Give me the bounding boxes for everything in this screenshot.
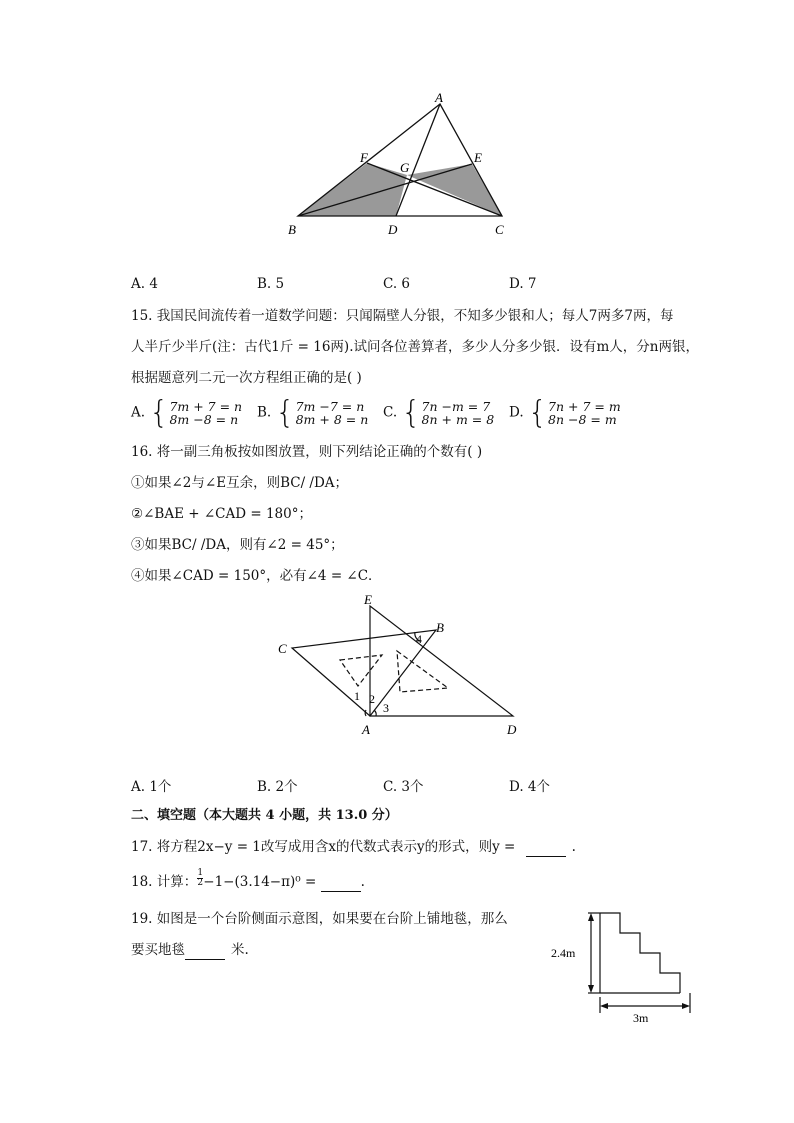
label-E: E — [364, 592, 372, 607]
label-C: C — [495, 222, 504, 237]
q17-text: 17. 将方程2x−y = 1改写成用含x的代数式表示y的形式，则y = — [131, 839, 520, 855]
q19-staircase-figure — [545, 905, 705, 1025]
label-F: F — [360, 150, 368, 165]
q16-statement-3: ③如果BC/ /DA，则有∠2 = 45°； — [131, 537, 344, 553]
q16-option-d: D. 4个 — [509, 779, 551, 795]
label-A: A — [435, 92, 443, 105]
q15-option-d: D. { 7n + 7 = m 8n −8 = m — [509, 394, 621, 431]
q18-answer-blank[interactable] — [321, 891, 361, 892]
angle-3-label: 3 — [383, 701, 389, 715]
q18 — [131, 868, 365, 892]
angle-2-label: 2 — [369, 692, 375, 706]
q14-option-a: A. 4 — [131, 276, 158, 292]
eq1: 7n −m = 7 — [421, 399, 491, 414]
q16-statement-4: ④如果∠CAD = 150°，必有∠4 = ∠C． — [131, 568, 382, 584]
q14-option-c: C. 6 — [383, 276, 411, 292]
option-letter: A. — [131, 404, 146, 421]
label-B: B — [288, 222, 296, 237]
eq2: 8n −8 = m — [548, 412, 617, 427]
q19-line1: 19. 如图是一个台阶侧面示意图，如果要在台阶上铺地毯，那么 — [131, 911, 508, 927]
q14-triangle-figure — [280, 92, 520, 242]
q17-answer-blank[interactable] — [526, 856, 566, 857]
q18-prefix: 18. 计算： — [131, 874, 198, 890]
option-letter: C. — [383, 404, 398, 421]
q19-line2 — [131, 940, 249, 960]
width-label: 3m — [633, 1011, 649, 1025]
q17-end: . — [571, 839, 576, 855]
label-C: C — [278, 641, 287, 656]
frac-den: 2 — [197, 878, 204, 888]
height-label: 2.4m — [551, 946, 576, 960]
q19-answer-blank[interactable] — [185, 959, 225, 960]
q17 — [131, 837, 576, 857]
frac-num: 1 — [197, 868, 204, 878]
q18-end: . — [360, 874, 365, 890]
q19-text-a: 要买地毯 — [131, 942, 185, 958]
label-G: G — [400, 160, 410, 175]
label-D: D — [388, 222, 398, 237]
eq2: 8m −8 = n — [169, 412, 239, 427]
q15-line2: 人半斤少半斤(注：古代1斤 = 16两).试问各位善算者，多少人分多少银．设有m人，分n两银， — [131, 339, 699, 355]
q15-line3: 根据题意列二元一次方程组正确的是( ) — [131, 370, 362, 386]
label-E: E — [474, 150, 482, 165]
section-heading: 二、填空题（本大题共 4 小题，共 13.0 分） — [131, 808, 398, 823]
q16-statement-2: ②∠BAE + ∠CAD = 180°； — [131, 506, 312, 522]
q15-option-b: B. { 7m −7 = n 8m + 8 = n — [257, 394, 369, 431]
eq2: 8n + m = 8 — [421, 412, 495, 427]
q15-option-a: A. { 7m + 7 = n 8m −8 = n — [131, 394, 243, 431]
q16-option-b: B. 2个 — [257, 779, 298, 795]
q14-option-b: B. 5 — [257, 276, 285, 292]
option-letter: B. — [257, 404, 272, 421]
q16-option-a: A. 1个 — [131, 779, 172, 795]
q16-statement-1: ①如果∠2与∠E互余，则BC/ /DA； — [131, 475, 349, 491]
q15-line1: 15. 我国民间流传着一道数学问题：只闻隔壁人分银，不知多少银和人；每人7两多7两，每 — [131, 308, 674, 324]
eq1: 7n + 7 = m — [548, 399, 621, 414]
option-letter: D. — [509, 404, 524, 421]
angle-4-label: 4 — [416, 632, 422, 646]
eq2: 8m + 8 = n — [295, 412, 369, 427]
q16-set-squares-figure — [270, 588, 530, 738]
q19-text-b: 米. — [231, 942, 249, 958]
shaded-region-left — [298, 163, 407, 216]
q14-option-d: D. 7 — [509, 276, 537, 292]
eq1: 7m −7 = n — [295, 399, 365, 414]
label-D: D — [507, 722, 517, 737]
q16-option-c: C. 3个 — [383, 779, 424, 795]
q18-expr: −1−(3.14−π)⁰ = — [203, 874, 321, 890]
label-B: B — [436, 620, 444, 635]
label-A: A — [362, 722, 370, 737]
q15-option-c: C. { 7n −m = 7 8n + m = 8 — [383, 394, 495, 431]
q16-stem: 16. 将一副三角板按如图放置，则下列结论正确的个数有( ) — [131, 444, 483, 460]
eq1: 7m + 7 = n — [169, 399, 243, 414]
angle-1-label: 1 — [354, 689, 360, 703]
